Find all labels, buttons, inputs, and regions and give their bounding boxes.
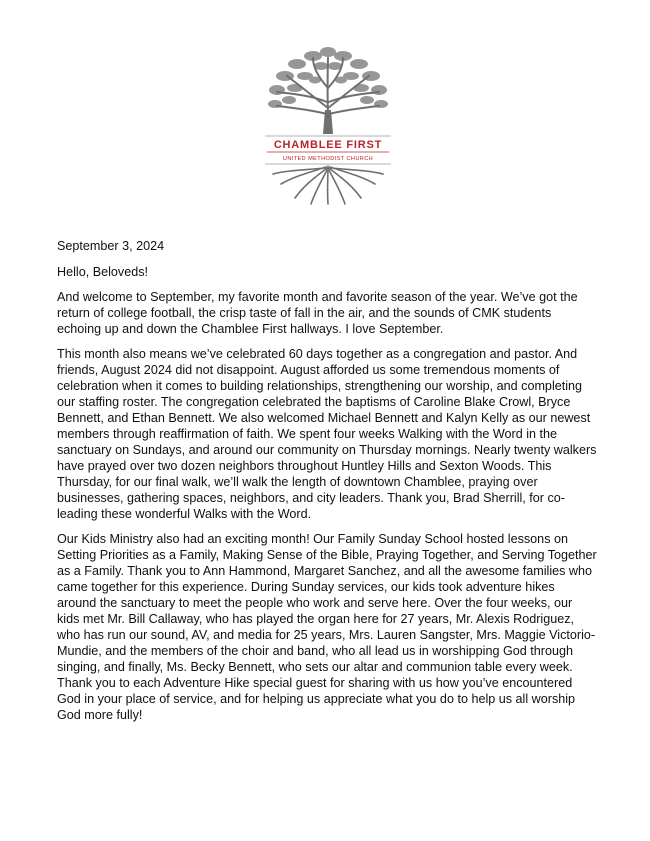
tree-logo-icon xyxy=(255,38,401,208)
church-name: CHAMBLEE FIRST xyxy=(273,139,383,151)
letter-paragraph: This month also means we’ve celebrated 60 days together as a congregation and pastor. And friends, August 2024 did not disappoint. August afforded us some tremendous moments of celebration when it comes to building relationships, strengthening our worship, and completing our staffing roster. The congregation celebrated the baptisms of Caroline Blake Crowl, Bryce Bennett, and Ethan Bennett. We also welcomed Michael Bennett and Kalyn Kelly as our newest members through reaffirmation of faith. We spent four weeks Walking with the Word in the sanctuary on Sundays, and around our community on Thursday mornings. Nearly twenty walkers have prayed over two dozen neighbors throughout Huntley Hills and Sexton Woods. This Thursday, for our final walk, we’ll walk the length of downtown Chamblee, praying over businesses, gathering spaces, neighbors, and city leaders. Thank you, Brad Sherrill, for co-leading these wonderful Walks with the Word. xyxy=(57,347,597,521)
church-subtitle: UNITED METHODIST CHURCH xyxy=(282,156,374,162)
letter-greeting: Hello, Beloveds! xyxy=(57,265,149,279)
letter-date: September 3, 2024 xyxy=(57,239,165,253)
letter-paragraph: Our Kids Ministry also had an exciting month! Our Family Sunday School hosted lessons on Setting Priorities as a Family, Making Sense of the Bible, Praying Together, and Serving Together as a Family. Thank you to Ann Hammond, Margaret Sanchez, and all the awesome families who came together for this experience. During Sunday services, our kids took adventure hikes around the sanctuary to meet the people who work and serve here. Over the four weeks, our kids met Mr. Bill Callaway, who has played the organ here for 27 years, Mr. Alexis Rodriguez, who has run our sound, AV, and media for 25 years, Mrs. Lauren Sangster, Mrs. Maggie Victorio-Mundie, and the members of the choir and band, who all lead us in worshipping God through singing, and finally, Ms. Becky Bennett, who sets our altar and communion table every week. Thank you to each Adventure Hike special guest for sharing with us how you’ve encountered God in your place of service, and for helping us appreciate what you do to help us all worship God more fully! xyxy=(57,532,597,722)
letter-paragraph: And welcome to September, my favorite month and favorite season of the year. We’ve got the return of college football, the crisp taste of fall in the air, and the sounds of CMK students echoing up and down the Chamblee First hallways. I love September. xyxy=(57,290,578,336)
letter-body xyxy=(57,238,597,732)
church-logo xyxy=(255,38,401,208)
